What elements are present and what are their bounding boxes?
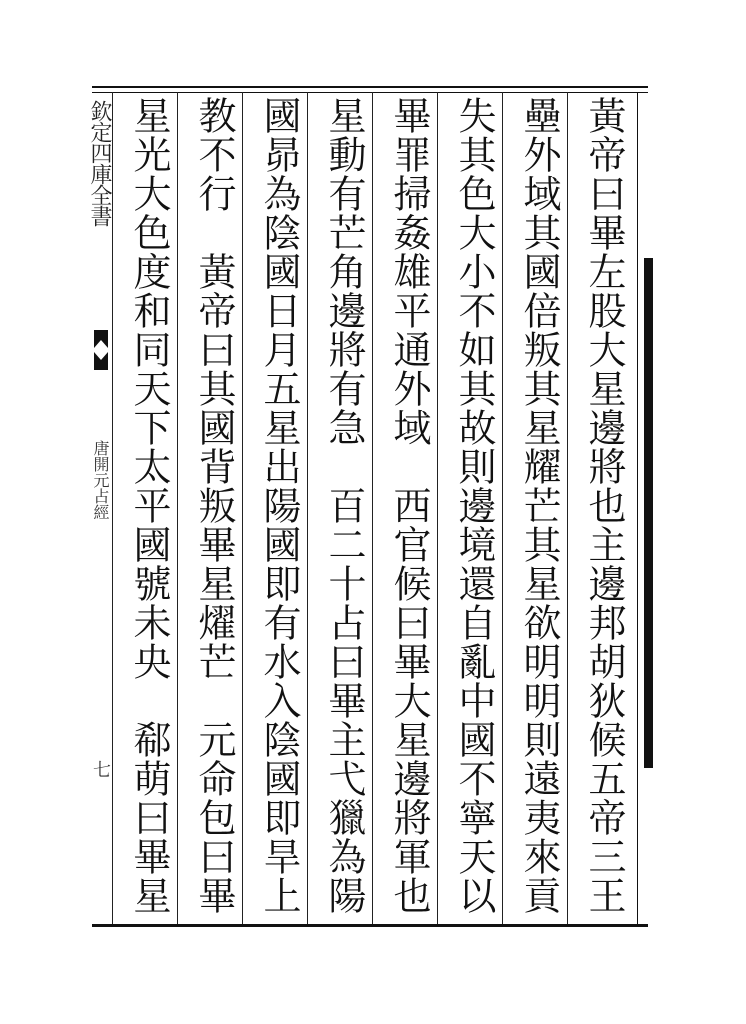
column-rule [502, 92, 503, 924]
column-rule [242, 92, 243, 924]
column-rule [372, 92, 373, 924]
text-column-1: 黃帝曰畢左股大星邊將也主邊邦胡狄候五帝三王 [582, 96, 626, 915]
frame-top-inner-border [92, 92, 648, 93]
text-column-4: 畢罪掃姦雄平通外域 西官候曰畢大星邊將軍也 [387, 96, 431, 915]
margin-page-number: 七 [90, 760, 111, 778]
margin-header-text: 欽定四庫全書 [87, 100, 112, 226]
column-rule [567, 92, 568, 924]
frame-top-border [92, 86, 648, 88]
text-column-3: 失其色大小不如其故則邊境還自亂中國不寧天以 [452, 96, 496, 915]
margin-book-title: 唐開元占經 [91, 440, 110, 520]
column-rule [437, 92, 438, 924]
column-rule [112, 92, 113, 924]
column-rule [177, 92, 178, 924]
text-column-2: 壘外域其國倍叛其星耀芒其星欲明明則遠夷來貢 [517, 96, 561, 915]
binding-edge-bar [644, 258, 653, 768]
fishtail-mark-icon [94, 330, 108, 370]
text-column-8: 星光大色度和同天下太平國號未央 郗萌曰畢星 [127, 96, 171, 915]
text-column-5: 星動有芒角邊將有急 百二十占曰畢主弋獵為陽 [322, 96, 366, 915]
frame-right-border [637, 92, 638, 924]
text-column-6: 國昴為陰國日月五星出陽國即有水入陰國即旱上 [257, 96, 301, 915]
column-rule [307, 92, 308, 924]
text-column-7: 教不行 黃帝曰其國背叛畢星燿芒 元命包曰畢 [192, 96, 236, 915]
